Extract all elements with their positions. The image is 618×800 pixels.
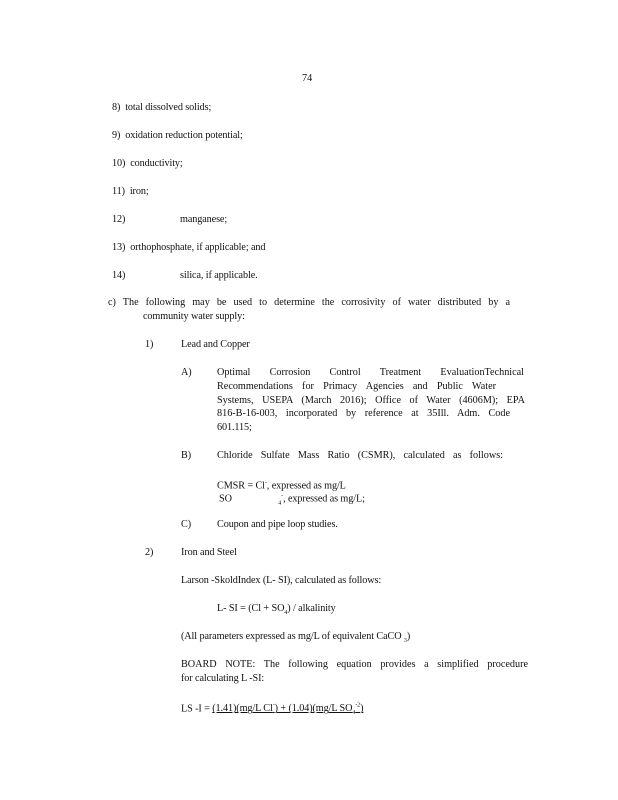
item-a-line2: Recommendations for Primacy Agencies and Public Water	[217, 381, 496, 392]
list-item-10: 10) conductivity;	[112, 158, 183, 169]
list-item-14: 14) silica, if applicable.	[112, 270, 258, 281]
sub2-number: 2)	[145, 547, 154, 558]
item-c-text: Coupon and pipe loop studies.	[217, 519, 338, 530]
item-a-line1: Optimal Corrosion Control Treatment EvaluationTechnical	[217, 367, 524, 378]
item-a-line3: Systems, USEPA (March 2016); Office of Water (4606M); EPA	[217, 395, 525, 406]
list-item-8: 8) total dissolved solids;	[112, 102, 212, 113]
sub2-title: Iron and Steel	[181, 547, 237, 558]
csmr-formula-line1: CMSR = Cl-, expressed as mg/L	[217, 480, 346, 492]
list-item-12: 12) manganese;	[112, 214, 228, 225]
section-c-line1: c) The following may be used to determine the corrosivity of water distributed by a	[108, 297, 510, 308]
section-c-line2: community water supply:	[143, 311, 245, 322]
list-item-9: 9) oxidation reduction potential;	[112, 130, 243, 141]
list-item-11: 11) iron;	[112, 186, 149, 197]
board-note-line2: for calculating L -SI:	[181, 673, 265, 684]
sub1-title: Lead and Copper	[181, 339, 250, 350]
item-b-label: B)	[181, 450, 191, 461]
lsi-formula: L- SI = $(Cl + SO_4)$ / alkalinity	[217, 603, 336, 617]
item-c-label: C)	[181, 519, 191, 530]
csmr-formula-line2: SO $_4$-, expressed as mg/L;	[219, 493, 365, 507]
item-b-text: Chloride Sulfate Mass Ratio (CSMR), calculated as follows:	[217, 450, 503, 461]
sub1-number: 1)	[145, 339, 154, 350]
list-item-13: 13) orthophosphate, if applicable; and	[112, 242, 266, 253]
parameters-note: (All parameters expressed as mg/L of equivalent CaCO $_3$)	[181, 631, 411, 645]
item-a-line5: 601.115;	[217, 422, 252, 433]
item-a-line4: 816-B-16-003, incorporated by reference at 35Ill. Adm. Code	[217, 408, 510, 419]
item-a-label: A)	[181, 367, 192, 378]
board-note-line1: BOARD NOTE: The following equation provides a simplified procedure	[181, 659, 528, 670]
page-number: 74	[302, 73, 313, 84]
ls-i-formula: LS -I = (1.41)(mg/L Cl-) + (1.04)(mg/L $SO_4^{-2}$)	[181, 703, 364, 717]
larson-skold-text: Larson -SkoldIndex (L- SI), calculated as follows:	[181, 575, 382, 586]
